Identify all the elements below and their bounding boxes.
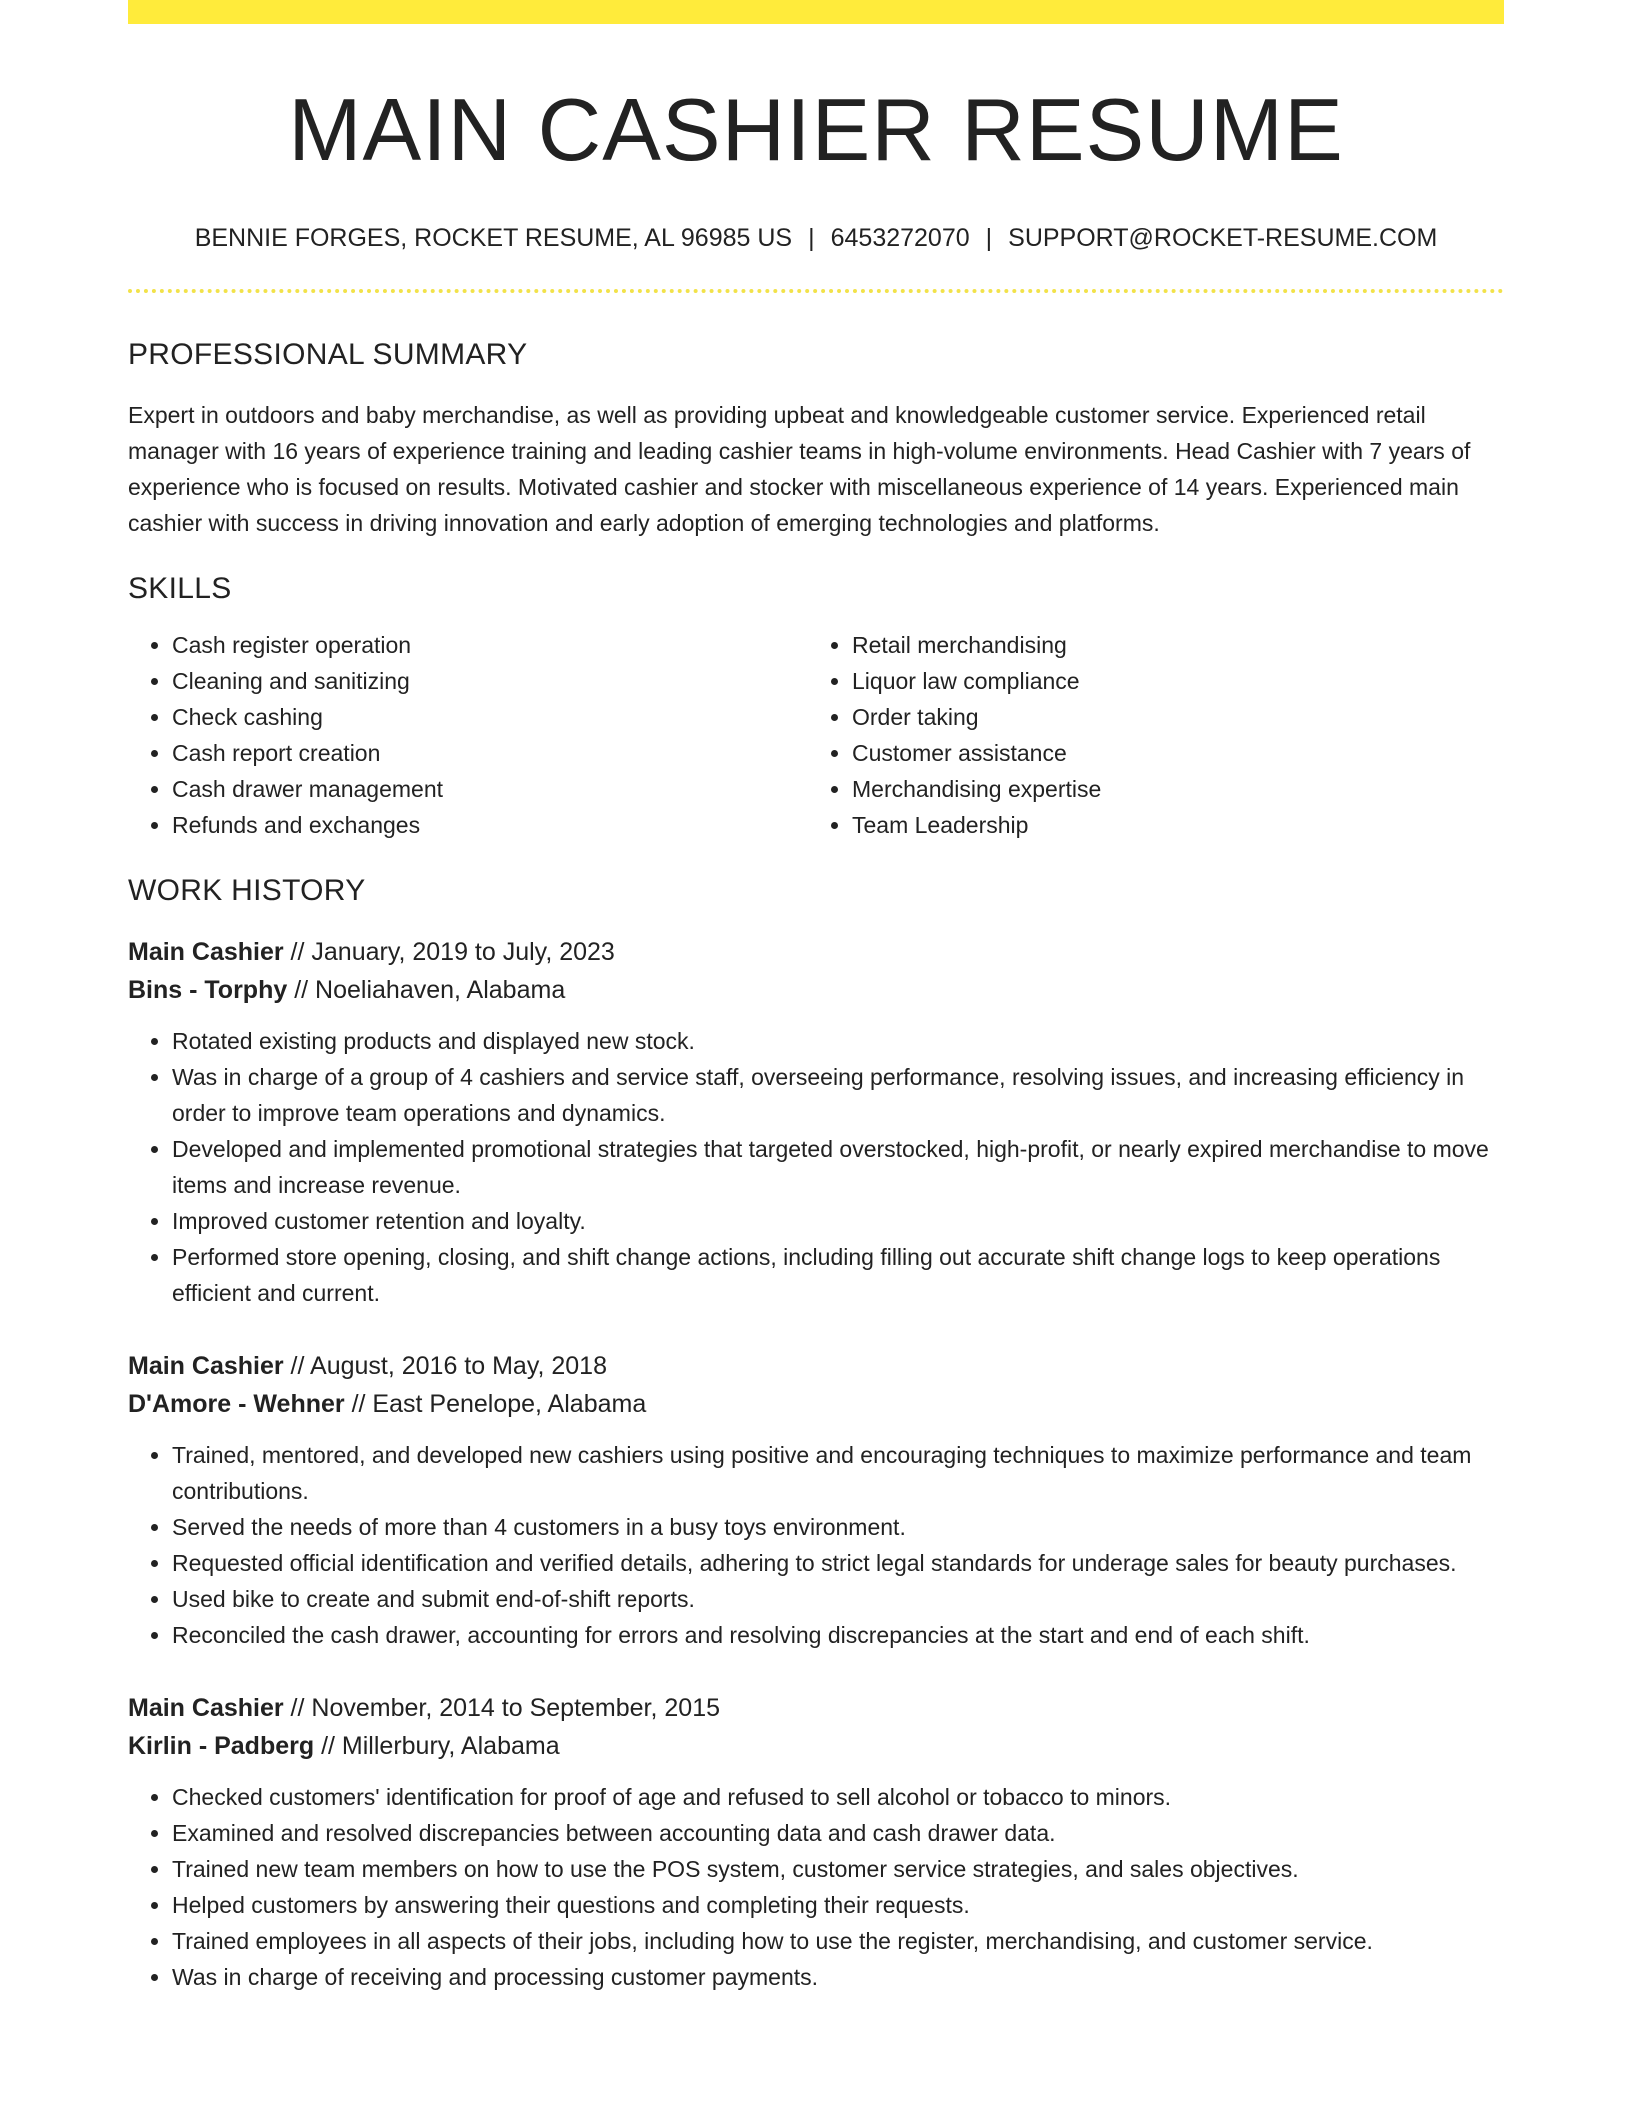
duty-item: • Reconciled the cash drawer, accounting for errors and resolving discrepancies at the start and end of each shift.: [172, 1617, 1504, 1653]
duty-item: • Was in charge of a group of 4 cashiers and service staff, overseeing performance, resolving issues, and increasing efficiency in order to improve team operations and dynamics.: [172, 1059, 1504, 1131]
skill-item: • Refunds and exchanges: [172, 807, 806, 843]
duty-item: • Trained new team members on how to use the POS system, customer service strategies, and sales objectives.: [172, 1851, 1504, 1887]
job-dates: // August, 2016 to May, 2018: [283, 1351, 607, 1380]
skill-item: • Cash drawer management: [172, 771, 806, 807]
skill-item: • Check cashing: [172, 699, 806, 735]
job-title-line: [128, 933, 1504, 971]
job-entry: [128, 1689, 1504, 1995]
skill-item: • Cleaning and sanitizing: [172, 663, 806, 699]
job-title-line: [128, 1689, 1504, 1727]
resume-page: [128, 0, 1504, 1995]
skill-item: • Order taking: [852, 699, 1484, 735]
job-location: // Millerbury, Alabama: [314, 1731, 560, 1760]
duty-item: • Requested official identification and verified details, adhering to strict legal standards for underage sales for beauty purchases.: [172, 1545, 1504, 1581]
skills-list-right: [806, 627, 1484, 843]
duty-item: • Examined and resolved discrepancies between accounting data and cash drawer data.: [172, 1815, 1504, 1851]
job-title: Main Cashier: [128, 1351, 284, 1380]
resume-title: MAIN CASHIER RESUME: [288, 80, 1344, 179]
duty-item: • Performed store opening, closing, and shift change actions, including filling out accurate shift change logs to keep operations efficient and current.: [172, 1239, 1504, 1311]
dotted-divider: [128, 289, 1504, 293]
contact-phone: 6453272070: [830, 223, 970, 252]
job-entry: [128, 933, 1504, 1311]
skills-list-left: [128, 627, 806, 843]
duty-item: • Trained employees in all aspects of their jobs, including how to use the register, merchandising, and customer service.: [172, 1923, 1504, 1959]
work-history-heading: WORK HISTORY: [128, 873, 366, 907]
job-title-line: [128, 1347, 1504, 1385]
skills-heading: SKILLS: [128, 571, 232, 605]
job-duties: [128, 1779, 1504, 1995]
contact-line: [128, 223, 1504, 253]
job-company-line: [128, 971, 1504, 1009]
accent-bar: [128, 0, 1504, 24]
contact-name-address: BENNIE FORGES, ROCKET RESUME, AL 96985 US: [194, 223, 793, 252]
contact-email: SUPPORT@ROCKET-RESUME.COM: [1008, 223, 1438, 252]
contact-separator: |: [808, 223, 815, 252]
summary-text: Expert in outdoors and baby merchandise, as well as providing upbeat and knowledgeable customer service. Experienced retail manager with 16 years of experience training and leading cashier teams in high-volume environments. Head Cashier with 7 years of experience who is focused on results. Motivated cashier and stocker with miscellaneous experience of 14 years. Experienced main cashier with success in driving innovation and early adoption of emerging technologies and platforms.: [128, 401, 1471, 536]
job-company-line: [128, 1727, 1504, 1765]
job-location: // Noeliahaven, Alabama: [287, 975, 566, 1004]
contact-separator: |: [985, 223, 993, 252]
job-company-line: [128, 1385, 1504, 1423]
skill-item: • Liquor law compliance: [852, 663, 1484, 699]
duty-item: • Developed and implemented promotional strategies that targeted overstocked, high-profit, or nearly expired merchandise to move items and increase revenue.: [172, 1131, 1504, 1203]
duty-item: • Was in charge of receiving and processing customer payments.: [172, 1959, 1504, 1995]
skill-item: • Retail merchandising: [852, 627, 1484, 663]
duty-item: • Served the needs of more than 4 customers in a busy toys environment.: [172, 1509, 1504, 1545]
skill-item: • Cash report creation: [172, 735, 806, 771]
summary-heading: PROFESSIONAL SUMMARY: [128, 337, 528, 371]
job-title: Main Cashier: [128, 937, 284, 966]
duty-item: • Used bike to create and submit end-of-shift reports.: [172, 1581, 1504, 1617]
duty-item: • Improved customer retention and loyalty.: [172, 1203, 1504, 1239]
duty-item: • Checked customers' identification for proof of age and refused to sell alcohol or tobacco to minors.: [172, 1779, 1504, 1815]
job-duties: [128, 1437, 1504, 1653]
job-location: // East Penelope, Alabama: [344, 1389, 647, 1418]
job-duties: [128, 1023, 1504, 1311]
skills-grid: [128, 627, 1504, 843]
job-title: Main Cashier: [128, 1693, 284, 1722]
skill-item: • Merchandising expertise: [852, 771, 1484, 807]
job-company: D'Amore - Wehner: [128, 1389, 345, 1418]
skill-item: • Cash register operation: [172, 627, 806, 663]
job-entry: [128, 1347, 1504, 1653]
duty-item: • Rotated existing products and displayed new stock.: [172, 1023, 1504, 1059]
duty-item: • Trained, mentored, and developed new cashiers using positive and encouraging techniques to maximize performance and team contributions.: [172, 1437, 1504, 1509]
job-dates: // January, 2019 to July, 2023: [283, 937, 615, 966]
job-company: Bins - Torphy: [128, 975, 288, 1004]
skill-item: • Team Leadership: [852, 807, 1484, 843]
job-company: Kirlin - Padberg: [128, 1731, 315, 1760]
skill-item: • Customer assistance: [852, 735, 1484, 771]
job-dates: // November, 2014 to September, 2015: [283, 1693, 720, 1722]
duty-item: • Helped customers by answering their questions and completing their requests.: [172, 1887, 1504, 1923]
